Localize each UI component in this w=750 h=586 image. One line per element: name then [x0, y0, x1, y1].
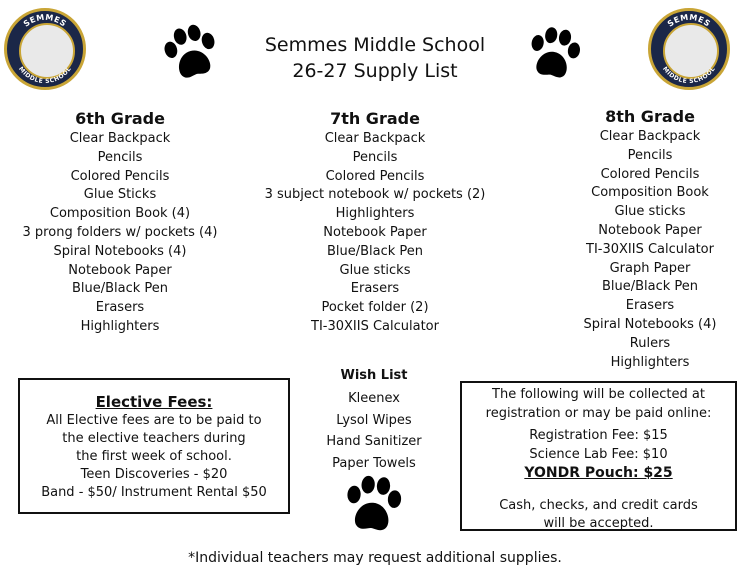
supply-item: Graph Paper [609, 260, 691, 276]
grade-6-column [10, 108, 230, 337]
svg-text:SEMMES: SEMMES [665, 12, 713, 29]
supply-item: Pencils [97, 149, 143, 165]
supply-item: Notebook Paper [598, 222, 702, 238]
payment-note-line: Cash, checks, and credit cards [499, 497, 698, 513]
school-logo-right [648, 8, 730, 90]
supply-item: Clear Backpack [599, 129, 701, 144]
supply-item: Blue/Black Pen [326, 243, 424, 259]
supply-item: Spiral Notebooks (4) [583, 316, 717, 332]
grade-7-column [255, 108, 495, 337]
supply-item: 3 subject notebook w/ pockets (2) [264, 187, 486, 203]
supply-item: Rulers [629, 335, 671, 351]
supply-item: Clear Backpack [69, 131, 171, 146]
svg-text:SEMMES: SEMMES [21, 12, 69, 29]
science-lab-fee: Science Lab Fee: $10 [529, 446, 668, 462]
wish-list-title: Wish List [340, 368, 408, 383]
elective-fees-box [18, 378, 290, 514]
supply-item: Clear Backpack [324, 131, 426, 146]
svg-text:MIDDLE SCHOOL: MIDDLE SCHOOL [17, 65, 73, 86]
elective-fee-line: Teen Discoveries - $20 [80, 467, 228, 482]
supply-item: 3 prong folders w/ pockets (4) [22, 224, 218, 240]
supply-item: Highlighters [610, 354, 690, 370]
school-logo-left [4, 8, 86, 90]
supply-item: Glue Sticks [83, 187, 157, 203]
supply-item: Spiral Notebooks (4) [53, 243, 187, 259]
registration-fee: Registration Fee: $15 [529, 428, 668, 443]
yondr-pouch-fee: YONDR Pouch: $25 [524, 465, 673, 481]
wish-list-item: Lysol Wipes [336, 412, 412, 428]
elective-fee-line: All Elective fees are to be paid to [46, 413, 262, 428]
logo-ring-text [4, 8, 86, 90]
list-subtitle: 26-27 Supply List [292, 60, 458, 82]
footer-note: *Individual teachers may request additional supplies. [188, 550, 562, 566]
supply-item: Pocket folder (2) [321, 300, 429, 316]
supply-item: Glue sticks [339, 262, 411, 278]
svg-text:MIDDLE SCHOOL: MIDDLE SCHOOL [661, 65, 717, 86]
elective-fees-title: Elective Fees: [95, 393, 213, 411]
page-title [220, 32, 530, 84]
grade-heading: 7th Grade [330, 109, 420, 128]
supply-item: Colored Pencils [325, 168, 425, 184]
supply-item: Highlighters [335, 206, 415, 222]
supply-item: Notebook Paper [68, 262, 172, 278]
supply-item: Blue/Black Pen [601, 279, 699, 295]
grade-heading: 8th Grade [605, 107, 695, 126]
paw-print-icon [340, 472, 406, 538]
paw-print-icon [160, 22, 222, 84]
wish-list [300, 366, 448, 474]
supply-item: Pencils [352, 149, 398, 165]
wish-list-item: Paper Towels [332, 455, 416, 471]
supply-item: Composition Book [591, 185, 709, 201]
supply-item: Erasers [350, 281, 400, 297]
payment-note-line: will be accepted. [543, 516, 654, 531]
school-name: Semmes Middle School [264, 34, 486, 56]
supply-item: Notebook Paper [323, 224, 427, 240]
wish-list-item: Kleenex [348, 391, 400, 406]
grade-heading: 6th Grade [75, 109, 165, 128]
supply-item: Pencils [627, 147, 673, 163]
paw-print-icon [524, 24, 584, 84]
fees-intro-line: registration or may be paid online: [485, 405, 712, 421]
registration-fees-box [460, 381, 737, 531]
wish-list-item: Hand Sanitizer [326, 434, 422, 449]
elective-fee-line: the elective teachers during [62, 431, 246, 446]
grade-8-column [555, 106, 745, 372]
logo-ring-text [648, 8, 730, 90]
supply-item: Erasers [95, 300, 145, 316]
supply-item: Composition Book (4) [49, 206, 191, 222]
fees-intro-line: The following will be collected at [492, 387, 705, 402]
supply-item: Erasers [625, 298, 675, 314]
supply-item: TI-30XIIS Calculator [586, 241, 714, 257]
supply-item: Highlighters [80, 318, 160, 334]
supply-item: Colored Pencils [600, 166, 700, 182]
elective-fee-line: the first week of school. [76, 449, 232, 464]
supply-item: Colored Pencils [70, 168, 170, 184]
supply-item: Glue sticks [614, 204, 686, 220]
supply-item: Blue/Black Pen [71, 281, 169, 297]
supply-item: TI-30XIIS Calculator [311, 318, 439, 334]
elective-fee-line: Band - $50/ Instrument Rental $50 [41, 485, 267, 500]
